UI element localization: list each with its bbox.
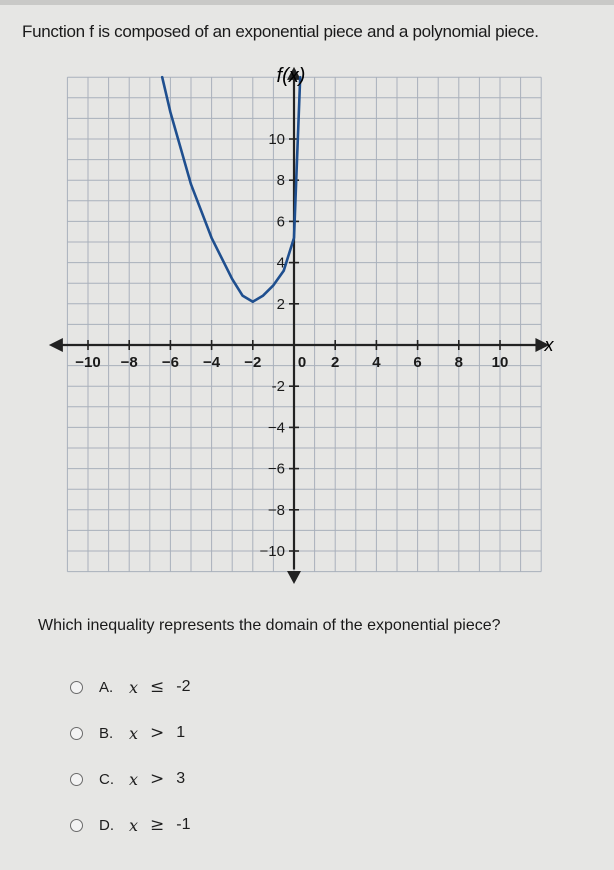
radio-button[interactable] [70,819,83,832]
x-tick-label: −10 [75,354,101,371]
radio-button[interactable] [70,773,83,786]
answer-choice-b[interactable] [70,721,185,745]
answer-choice-d[interactable] [70,813,191,837]
question-text: Which inequality represents the domain of the exponential piece? [38,617,501,634]
answer-choice-a[interactable] [70,675,191,699]
choice-variable: x [129,677,139,697]
x-tick-label: −4 [203,354,221,371]
y-tick-label: 2 [276,295,285,313]
choice-variable: x [129,769,139,789]
x-tick-label: 0 [297,354,307,371]
x-tick-label: 10 [491,354,509,371]
choice-letter: B. [99,724,114,742]
answer-choice-c[interactable] [70,767,185,791]
choice-value: 1 [176,724,186,741]
x-axis-left-arrow [49,338,63,352]
choice-value: 3 [176,770,186,787]
choice-operator: > [150,723,165,743]
x-tick-label: −2 [244,354,262,371]
x-tick-label: −6 [161,354,179,371]
y-tick-label: -2 [271,378,285,396]
choice-letter: A. [99,678,114,696]
choice-operator: ≤ [150,677,165,697]
y-axis-label: f(x) [276,65,306,87]
y-tick-label: −6 [267,460,285,478]
choice-operator: > [150,769,165,789]
y-tick-label: 6 [276,213,285,231]
problem-prompt: Function f is composed of an exponential piece and a polynomial piece. [22,22,539,41]
exponential-piece-curve [162,77,253,302]
grid-lines [67,77,541,571]
y-tick-label: 10 [268,131,285,148]
x-axis-label: x [544,335,554,355]
x-tick-label: 8 [454,354,463,371]
y-tick-label: −10 [259,543,285,560]
choice-value: -2 [176,678,191,695]
y-tick-label: −4 [267,419,285,437]
y-tick-label: 8 [276,172,285,190]
y-tick-label: 4 [276,254,285,272]
choice-operator: ≥ [150,815,165,835]
x-tick-label: 4 [372,354,381,371]
choice-variable: x [129,815,139,835]
radio-button[interactable] [70,727,83,740]
choice-letter: C. [99,770,114,788]
x-tick-label: 6 [413,354,422,371]
y-tick-label: −8 [267,501,285,519]
axes [49,67,550,584]
x-tick-label: 2 [331,354,340,371]
radio-button[interactable] [70,681,83,694]
choice-letter: D. [99,816,114,834]
y-axis-bottom-arrow [287,571,301,584]
choice-variable: x [129,723,139,743]
choice-value: -1 [176,816,191,833]
x-tick-label: −8 [120,354,138,371]
